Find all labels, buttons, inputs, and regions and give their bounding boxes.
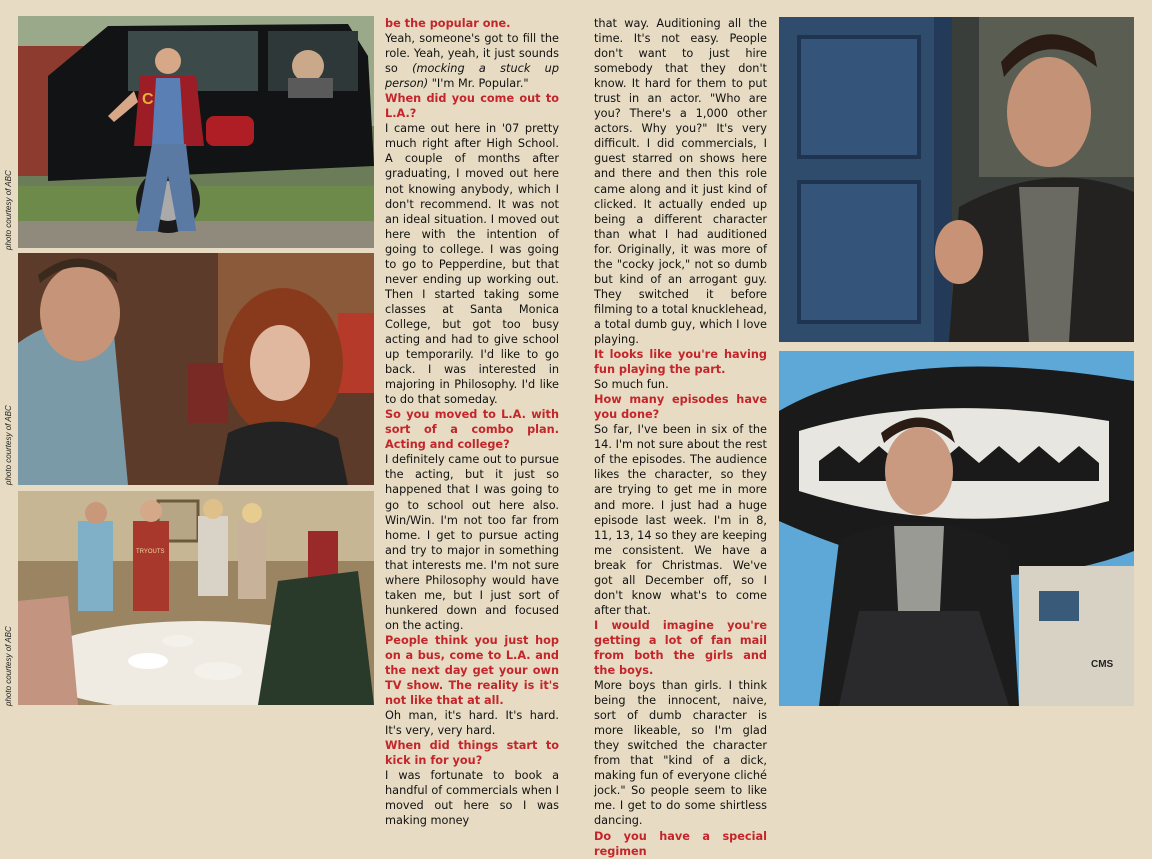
photo-door-portrait <box>779 17 1134 342</box>
photo-shark-mural <box>779 351 1134 706</box>
article-column-1 <box>385 16 559 829</box>
photo-credit-2: photo courtesy of ABC <box>4 405 13 485</box>
interview-answer: that way. Auditioning all the time. It's not easy. People don't want to just hire somebody that they don't know. It hard for them to put trust in an actor. "Who are you? There's a 1,000 other actors. Why you?" It's very difficult. I did commercials, I guest starred on shows here and there and then this role came along and it just kind of clicked. It actually ended up being a different character than what I had auditioned for. Originally, it was more of the "cocky jock," not so dumb but kind of an arrogant guy. They switched it before filming to a total knucklehead, a total dumb guy, which I love playing. <box>594 17 767 346</box>
photo-two-characters <box>18 253 374 485</box>
answer-text: Yeah, someone's got to fill the role. Yeah, yeah, it just sounds so <box>385 32 559 76</box>
dinner-party-illustration <box>18 491 374 705</box>
interview-answer <box>385 31 559 91</box>
shirt-text: TRYOUTS <box>136 549 165 555</box>
jacket-letter: C <box>142 91 154 108</box>
shark-mural-illustration <box>779 351 1134 706</box>
interview-question: Do you have a special regimen <box>594 829 767 858</box>
interview-question: How many episodes have you done? <box>594 393 767 422</box>
interview-answer: I definitely came out to pursue the acting, but it just so happened that I was going to go to school out here also. Win/Win. I'm not too far from home. I get to pursue acting and try to major in something that interests me. I'm not sure where Philosophy would have taken me, but I just sort of hunkered down and focused on the acting. <box>385 453 559 632</box>
answer-text: "I'm Mr. Popular." <box>428 77 529 91</box>
interview-question: When did things start to kick in for you? <box>385 739 559 768</box>
sign-text: CMS <box>1091 659 1114 670</box>
two-characters-illustration <box>18 253 374 485</box>
interview-question: When did you come out to L.A.? <box>385 92 559 121</box>
interview-answer: I was fortunate to book a handful of commercials when I moved out here so I was making money <box>385 769 559 828</box>
article-column-2 <box>594 16 767 859</box>
interview-question: So you moved to L.A. with sort of a combo plan. Acting and college? <box>385 408 559 452</box>
interview-question: People think you just hop on a bus, come to L.A. and the next day get your own TV show. The reality is it's not like that at all. <box>385 633 559 708</box>
interview-question: be the popular one. <box>385 17 511 30</box>
interview-answer: So far, I've been in six of the 14. I'm not sure about the rest of the episodes. The audience likes the character, so they are trying to get me in more and more. I just had a huge episode last week. I'm in 8, 11, 13, 14 so they are keeping me consistent. We have a break for Christmas. We've got all December off, so I don't know what's to come after that. <box>594 423 767 617</box>
interview-answer: More boys than girls. I think being the innocent, naive, sort of dumb character is more likeable, so I'm glad they switched the character from that "kind of a dick, making fun of everyone cliché jock." So people seem to like me. I get to do some shirtless dancing. <box>594 679 767 828</box>
interview-question: It looks like you're having fun playing the part. <box>594 348 767 377</box>
interview-answer: So much fun. <box>594 378 669 392</box>
car-scene-illustration <box>18 16 374 248</box>
photo-credit-3: photo courtesy of ABC <box>4 626 13 706</box>
photo-dinner-party <box>18 491 374 705</box>
photo-car-scene <box>18 16 374 248</box>
photo-credit-1: photo courtesy of ABC <box>4 170 13 250</box>
stage-direction: (mocking a stuck up person) <box>385 62 559 91</box>
interview-answer: I came out here in '07 pretty much right after High School. A couple of months after graduating, I moved out here not knowing anybody, which I don't recommend. It was not an ideal situation. I moved out here with the intention of going to college. I was going to go to Pepperdine, but that never ending up working out. Then I started taking some classes at Santa Monica College, but got too busy acting and had to give school up temporarily. I'd like to go back. I was interested in majoring in Philosophy. I'd like to do that someday. <box>385 122 559 407</box>
interview-question: I would imagine you're getting a lot of fan mail from both the girls and the boys. <box>594 618 767 678</box>
interview-answer: Oh man, it's hard. It's hard. It's very, very hard. <box>385 709 559 738</box>
door-portrait-illustration <box>779 17 1134 342</box>
